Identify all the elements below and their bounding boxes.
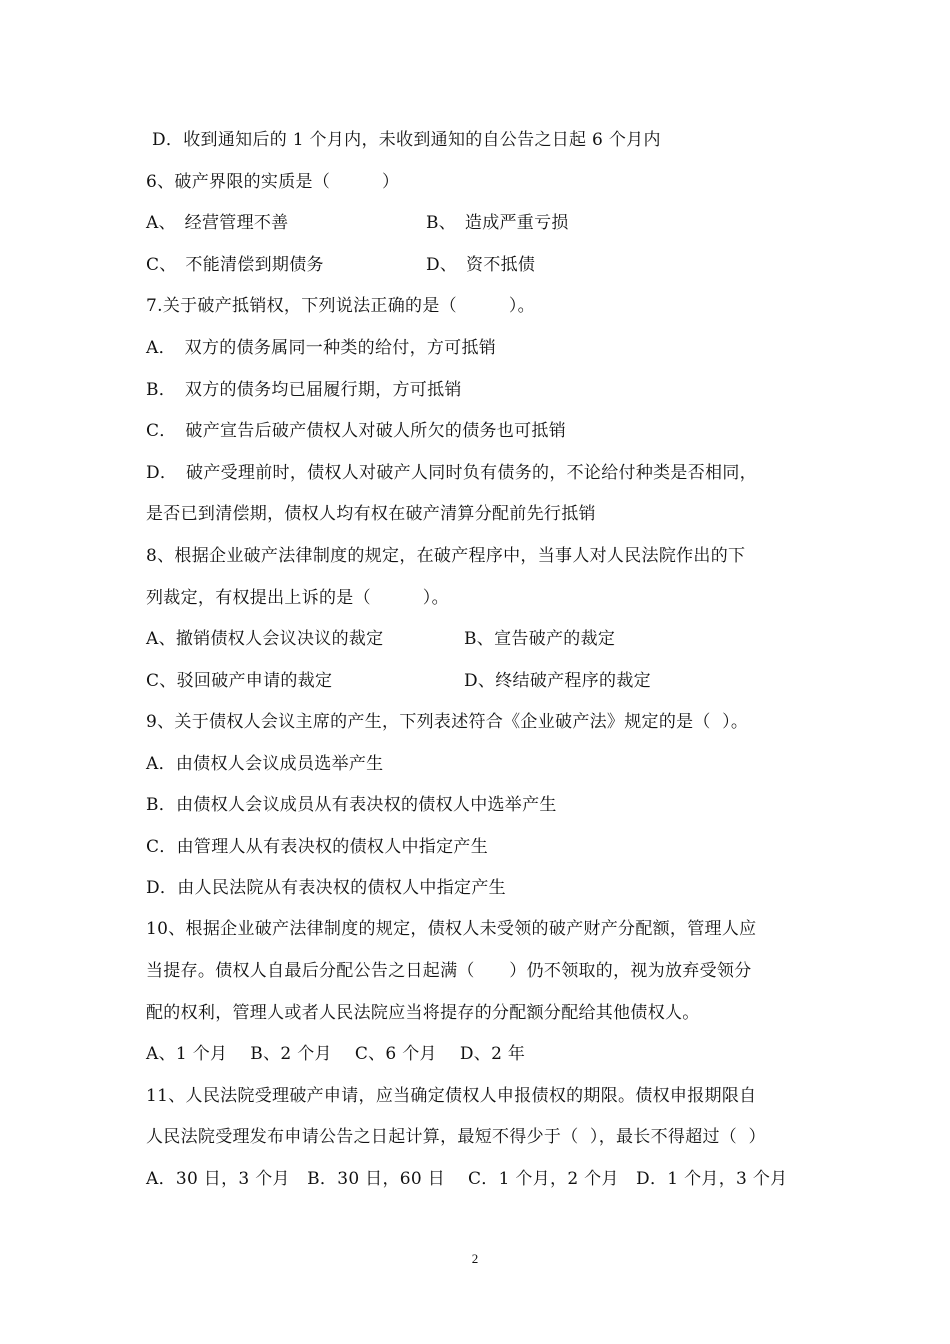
q9-option-d: D．由人民法院从有表决权的债权人中指定产生 (146, 878, 506, 898)
q7-option-d-cont: 是否已到清偿期，债权人均有权在破产清算分配前先行抵销 (146, 504, 596, 524)
q8-question: 8、根据企业破产法律制度的规定，在破产程序中，当事人对人民法院作出的下 (146, 546, 746, 566)
q9-question: 9、关于债权人会议主席的产生，下列表述符合《企业破产法》规定的是（ ）。 (146, 712, 749, 732)
q9-option-c: C．由管理人从有表决权的债权人中指定产生 (146, 837, 489, 857)
q11-question: 11、人民法院受理破产申请，应当确定债权人申报债权的期限。债权申报期限自 (146, 1086, 757, 1106)
q8-option-b: B、宣告破产的裁定 (464, 629, 616, 649)
q6-option-d: D、 资不抵债 (426, 255, 536, 275)
q8-option-a: A、撤销债权人会议决议的裁定 (146, 629, 384, 649)
q8-option-d: D、终结破产程序的裁定 (464, 671, 651, 691)
page-number: 2 (471, 1251, 479, 1266)
q11-question-cont: 人民法院受理发布申请公告之日起计算，最短不得少于（ ），最长不得超过（ ） (146, 1127, 766, 1147)
q7-option-b: B． 双方的债务均已届履行期，方可抵销 (146, 380, 462, 400)
q7-option-d: D． 破产受理前时，债权人对破产人同时负有债务的，不论给付种类是否相同， (146, 463, 757, 483)
q10-question-cont-2: 配的权利，管理人或者人民法院应当将提存的分配额分配给其他债权人。 (146, 1003, 700, 1023)
q8-question-cont: 列裁定，有权提出上诉的是（ ）。 (146, 588, 449, 608)
q10-question-cont-1: 当提存。债权人自最后分配公告之日起满（ ）仍不领取的，视为放弃受领分 (146, 961, 752, 981)
q10-question: 10、根据企业破产法律制度的规定，债权人未受领的破产财产分配额，管理人应 (146, 919, 757, 939)
q6-question: 6、破产界限的实质是（ ） (146, 172, 400, 192)
q7-question: 7.关于破产抵销权，下列说法正确的是（ ）。 (146, 296, 535, 316)
q9-option-b: B．由债权人会议成员从有表决权的债权人中选举产生 (146, 795, 557, 815)
q6-option-b: B、 造成严重亏损 (426, 213, 569, 233)
q5-option-d: D．收到通知后的 1 个月内，未收到通知的自公告之日起 6 个月内 (152, 130, 661, 150)
q10-options: A、1 个月 B、2 个月 C、6 个月 D、2 年 (146, 1044, 526, 1064)
q7-option-a: A． 双方的债务属同一种类的给付，方可抵销 (146, 338, 497, 358)
q7-option-c: C． 破产宣告后破产债权人对破人所欠的债务也可抵销 (146, 421, 567, 441)
q11-options: A．30 日，3 个月 B．30 日，60 日 C．1 个月，2 个月 D．1 个月，3 个月 (146, 1169, 788, 1189)
q9-option-a: A．由债权人会议成员选举产生 (146, 754, 384, 774)
q6-option-c: C、 不能清偿到期债务 (146, 255, 324, 275)
q6-option-a: A、 经营管理不善 (146, 213, 289, 233)
q8-option-c: C、驳回破产申请的裁定 (146, 671, 333, 691)
